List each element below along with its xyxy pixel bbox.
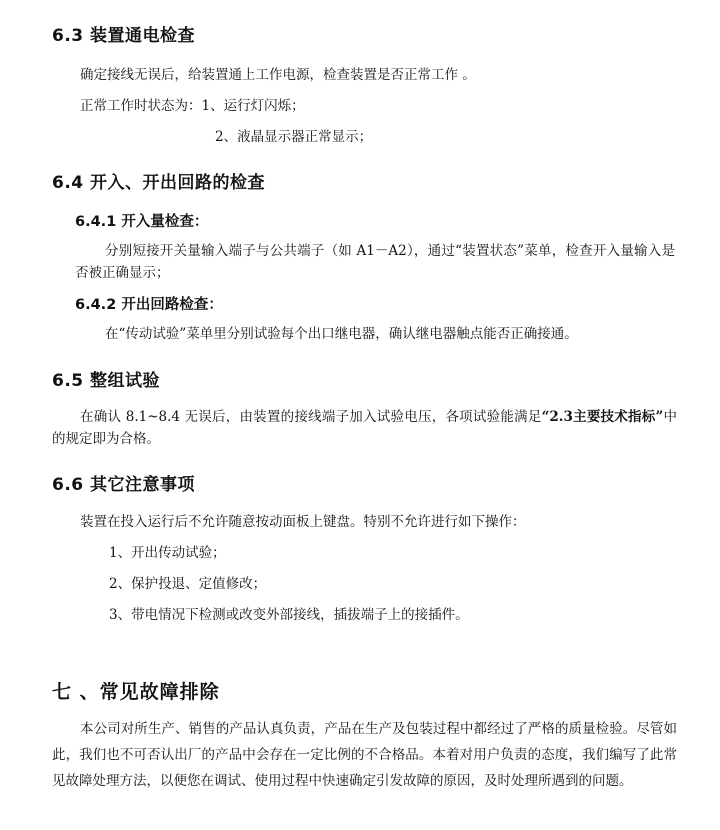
section-6-3-paragraph-2: 正常工作时状态为：1、运行灯闪烁；: [80, 98, 305, 114]
section-6-4-1-heading: 6.4.1 开入量检查：: [75, 214, 209, 230]
section-6-5-body-tail: 中的规定即为合格。: [52, 409, 677, 447]
section-6-5-heading: 6.5 整组试验: [52, 371, 161, 391]
chapter-7-body: 本公司对所生产、销售的产品认真负责，产品在生产及包装过程中都经过了严格的质量检验。尽管如此，我们也不可否认出厂的产品中会存在一定比例的不合格品。本着对用户负责的态度，我们编写了此常见故障处理方法，以便您在调试、使用过程中快速确定引发故障的原因，及时处理所遇到的问题。: [52, 721, 677, 789]
list-item: 2、保护投退、定值修改；: [109, 576, 267, 592]
section-6-4-1-body: 分别短接开关量输入端子与公共端子（如 A1－A2），通过“装置状态”菜单，检查开入量输入是否被正确显示；: [75, 243, 675, 281]
section-6-4-2-heading: 6.4.2 开出回路检查：: [75, 297, 223, 313]
section-6-3-paragraph-1: 确定接线无误后，给装置通上工作电源，检查装置是否正常工作 。: [80, 67, 476, 83]
section-6-4-2-body: 在“传动试验”菜单里分别试验每个出口继电器，确认继电器触点能否正确接通。: [105, 326, 578, 342]
section-6-5-spec-reference: “2.3主要技术指标”: [541, 409, 664, 425]
section-6-6-heading: 6.6 其它注意事项: [52, 475, 196, 495]
section-6-6-intro: 装置在投入运行后不允许随意按动面板上键盘。特别不允许进行如下操作：: [80, 514, 526, 530]
section-6-3-paragraph-3: 2、液晶显示器正常显示；: [215, 129, 373, 145]
chapter-7-heading: 七 、常见故障排除: [52, 681, 220, 703]
section-6-4-heading: 6.4 开入、开出回路的检查: [52, 173, 266, 193]
list-item: 1、开出传动试验；: [109, 545, 226, 561]
section-6-3-heading: 6.3 装置通电检查: [52, 26, 196, 46]
section-6-5-body-text: 在确认 8.1~8.4 无误后，由装置的接线端子加入试验电压，各项试验能满足: [80, 409, 542, 425]
list-item: 3、带电情况下检测或改变外部接线，插拔端子上的接插件。: [109, 607, 469, 623]
section-6-5-body: [52, 406, 677, 450]
